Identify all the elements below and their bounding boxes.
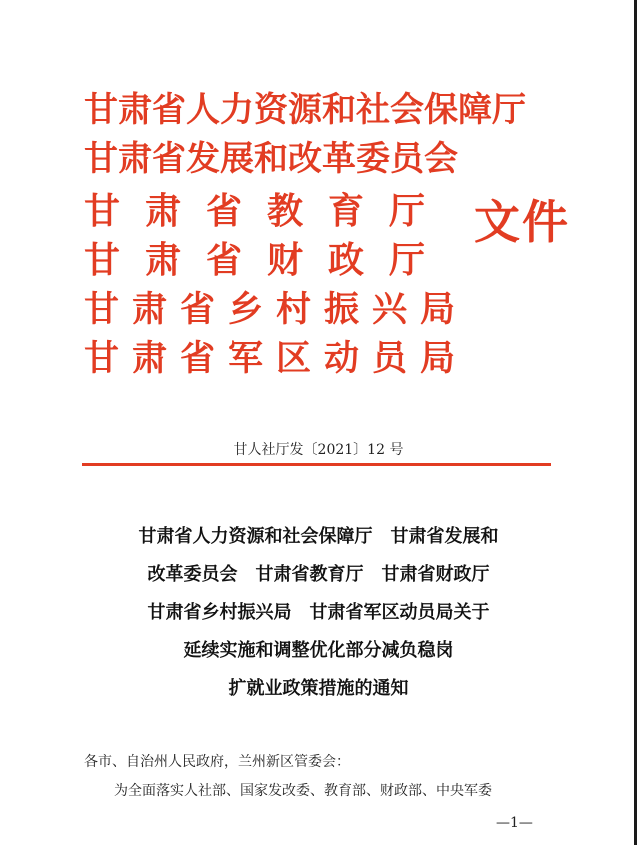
page-number: —1—: [496, 815, 533, 831]
document-title-line: 改革委员会 甘肃省教育厅 甘肃省财政厅: [147, 564, 490, 585]
document-type-label: 文件: [474, 195, 570, 249]
body-text: 为全面落实人社部、国家发改委、教育部、财政部、中央军委: [114, 783, 492, 799]
issuer-name: 甘肃省财政厅: [84, 239, 451, 281]
salutation: 各市、自治州人民政府，兰州新区管委会：: [84, 754, 350, 770]
issuer-name: 甘肃省教育厅: [84, 190, 451, 232]
document-title-line: 扩就业政策措施的通知: [228, 678, 409, 699]
issuer-name: 甘肃省发展和改革委员会: [84, 139, 458, 179]
document-title-line: 延续实施和调整优化部分减负稳岗: [183, 640, 454, 661]
issuer-name: 甘肃省乡村振兴局: [84, 289, 469, 330]
document-title-line: 甘肃省人力资源和社会保障厅 甘肃省发展和: [138, 526, 499, 547]
document-title-line: 甘肃省乡村振兴局 甘肃省军区动员局关于: [147, 602, 490, 623]
document-number: 甘人社厅发〔2021〕12 号: [233, 442, 404, 458]
red-separator-line: [82, 463, 551, 466]
issuer-name: 甘肃省人力资源和社会保障厅: [84, 90, 526, 130]
issuer-name: 甘肃省军区动员局: [84, 338, 469, 379]
